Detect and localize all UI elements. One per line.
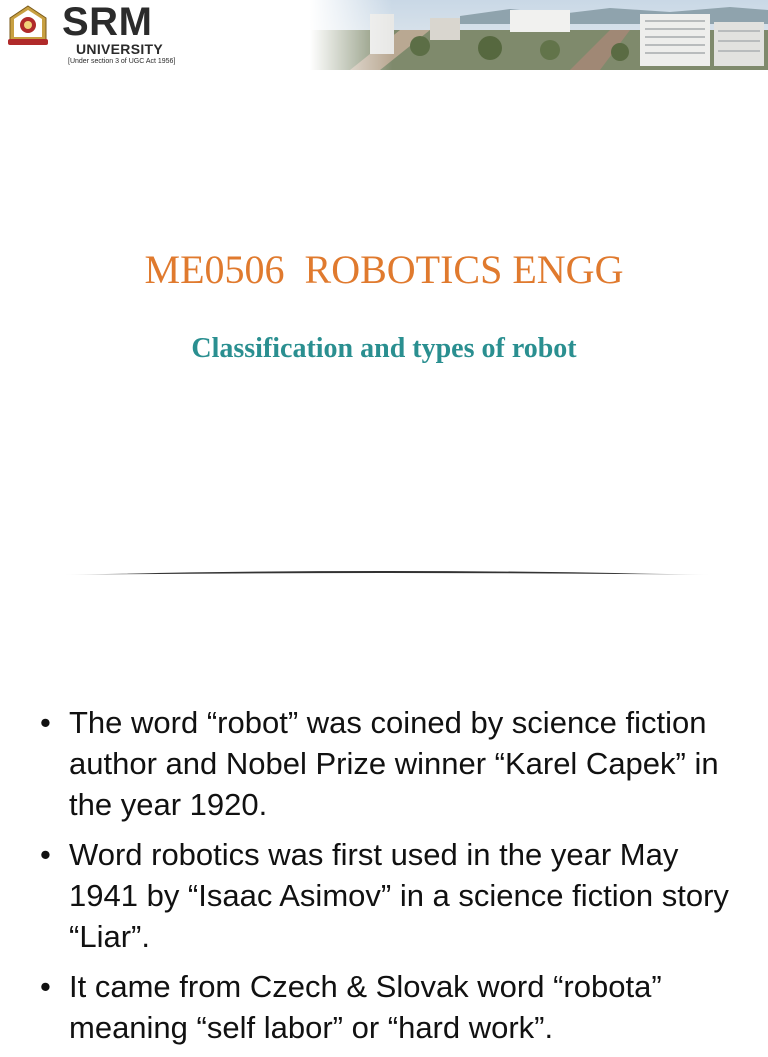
bullet-text: The word “robot” was coined by science fiction author and Nobel Prize winner “Karel Capek” in the year 1920. xyxy=(69,705,719,822)
bullet-list xyxy=(40,702,740,1057)
bullet-icon: • xyxy=(40,969,51,1004)
list-item xyxy=(40,834,740,957)
title-divider xyxy=(62,566,712,582)
list-item xyxy=(40,702,740,825)
bullet-text: Word robotics was first used in the year May 1941 by “Isaac Asimov” in a science fiction story “Liar”. xyxy=(69,837,729,954)
university-seal-icon xyxy=(6,4,50,48)
slide-subtitle: Classification and types of robot xyxy=(191,333,577,364)
bullet-icon: • xyxy=(40,705,51,740)
campus-photo xyxy=(310,0,768,70)
bullet-text: It came from Czech & Slovak word “robota” meaning “self labor” or “hard work”. xyxy=(69,969,662,1045)
bullet-icon: • xyxy=(40,837,51,872)
page-header xyxy=(0,0,768,72)
brand-act-note: [Under section 3 of UGC Act 1956] xyxy=(68,58,176,65)
brand-subtitle: UNIVERSITY xyxy=(76,41,164,57)
list-item xyxy=(40,966,740,1048)
brand-name: SRM xyxy=(62,0,153,44)
slide-title: ME0506 ROBOTICS ENGG xyxy=(144,247,624,292)
